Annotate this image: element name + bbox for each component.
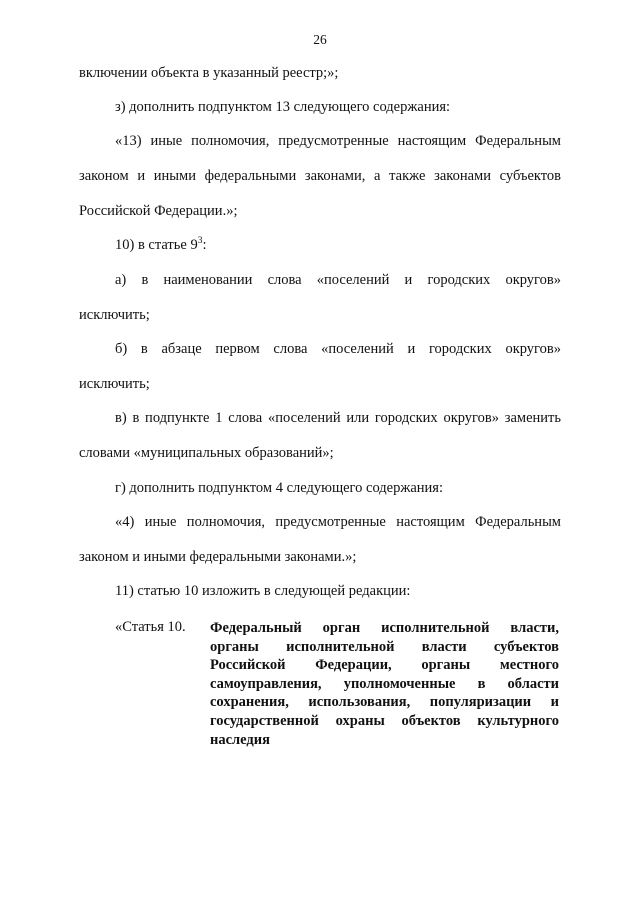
paragraph-line: Российской Федерации.»; — [79, 203, 238, 219]
line-suffix: : — [202, 237, 207, 253]
paragraph-line: г) дополнить подпунктом 4 следующего содержания: — [115, 480, 444, 496]
paragraph-line: включении объекта в указанный реестр;»; — [79, 65, 339, 81]
article-heading: Федеральный орган исполнительной власти, органы исполнительной власти субъектов Российской Федерации, органы местного самоуправления, уполномоченные в области сохранения, использования, популяризации и государственной охраны объектов культурного наследия — [210, 620, 559, 748]
page-number: 26 — [313, 32, 327, 47]
paragraph-line: «4) иные полномочия, предусмотренные настоящим Федеральным — [115, 514, 561, 530]
paragraph-line: исключить; — [79, 376, 150, 392]
paragraph-line: исключить; — [79, 307, 150, 323]
paragraph-line: в) в подпункте 1 слова «поселений или городских округов» заменить — [115, 410, 561, 426]
superscript: 3 — [197, 236, 203, 246]
paragraph-line: законом и иными федеральными законами.»; — [79, 549, 357, 565]
paragraph-line: б) в абзаце первом слова «поселений и городских округов» — [115, 341, 561, 357]
paragraph-line: 11) статью 10 изложить в следующей редакции: — [115, 583, 411, 599]
paragraph-line: «13) иные полномочия, предусмотренные настоящим Федеральным — [115, 133, 561, 149]
paragraph-line: словами «муниципальных образований»; — [79, 445, 334, 461]
article-label: «Статья 10. — [115, 619, 186, 635]
paragraph-line: а) в наименовании слова «поселений и городских округов» — [115, 272, 561, 288]
paragraph-line — [115, 237, 206, 254]
line-prefix: 10) в статье 9 — [115, 237, 198, 253]
paragraph-line: з) дополнить подпунктом 13 следующего содержания: — [115, 99, 451, 115]
paragraph-line: законом и иными федеральными законами, а также законами субъектов — [79, 168, 561, 184]
